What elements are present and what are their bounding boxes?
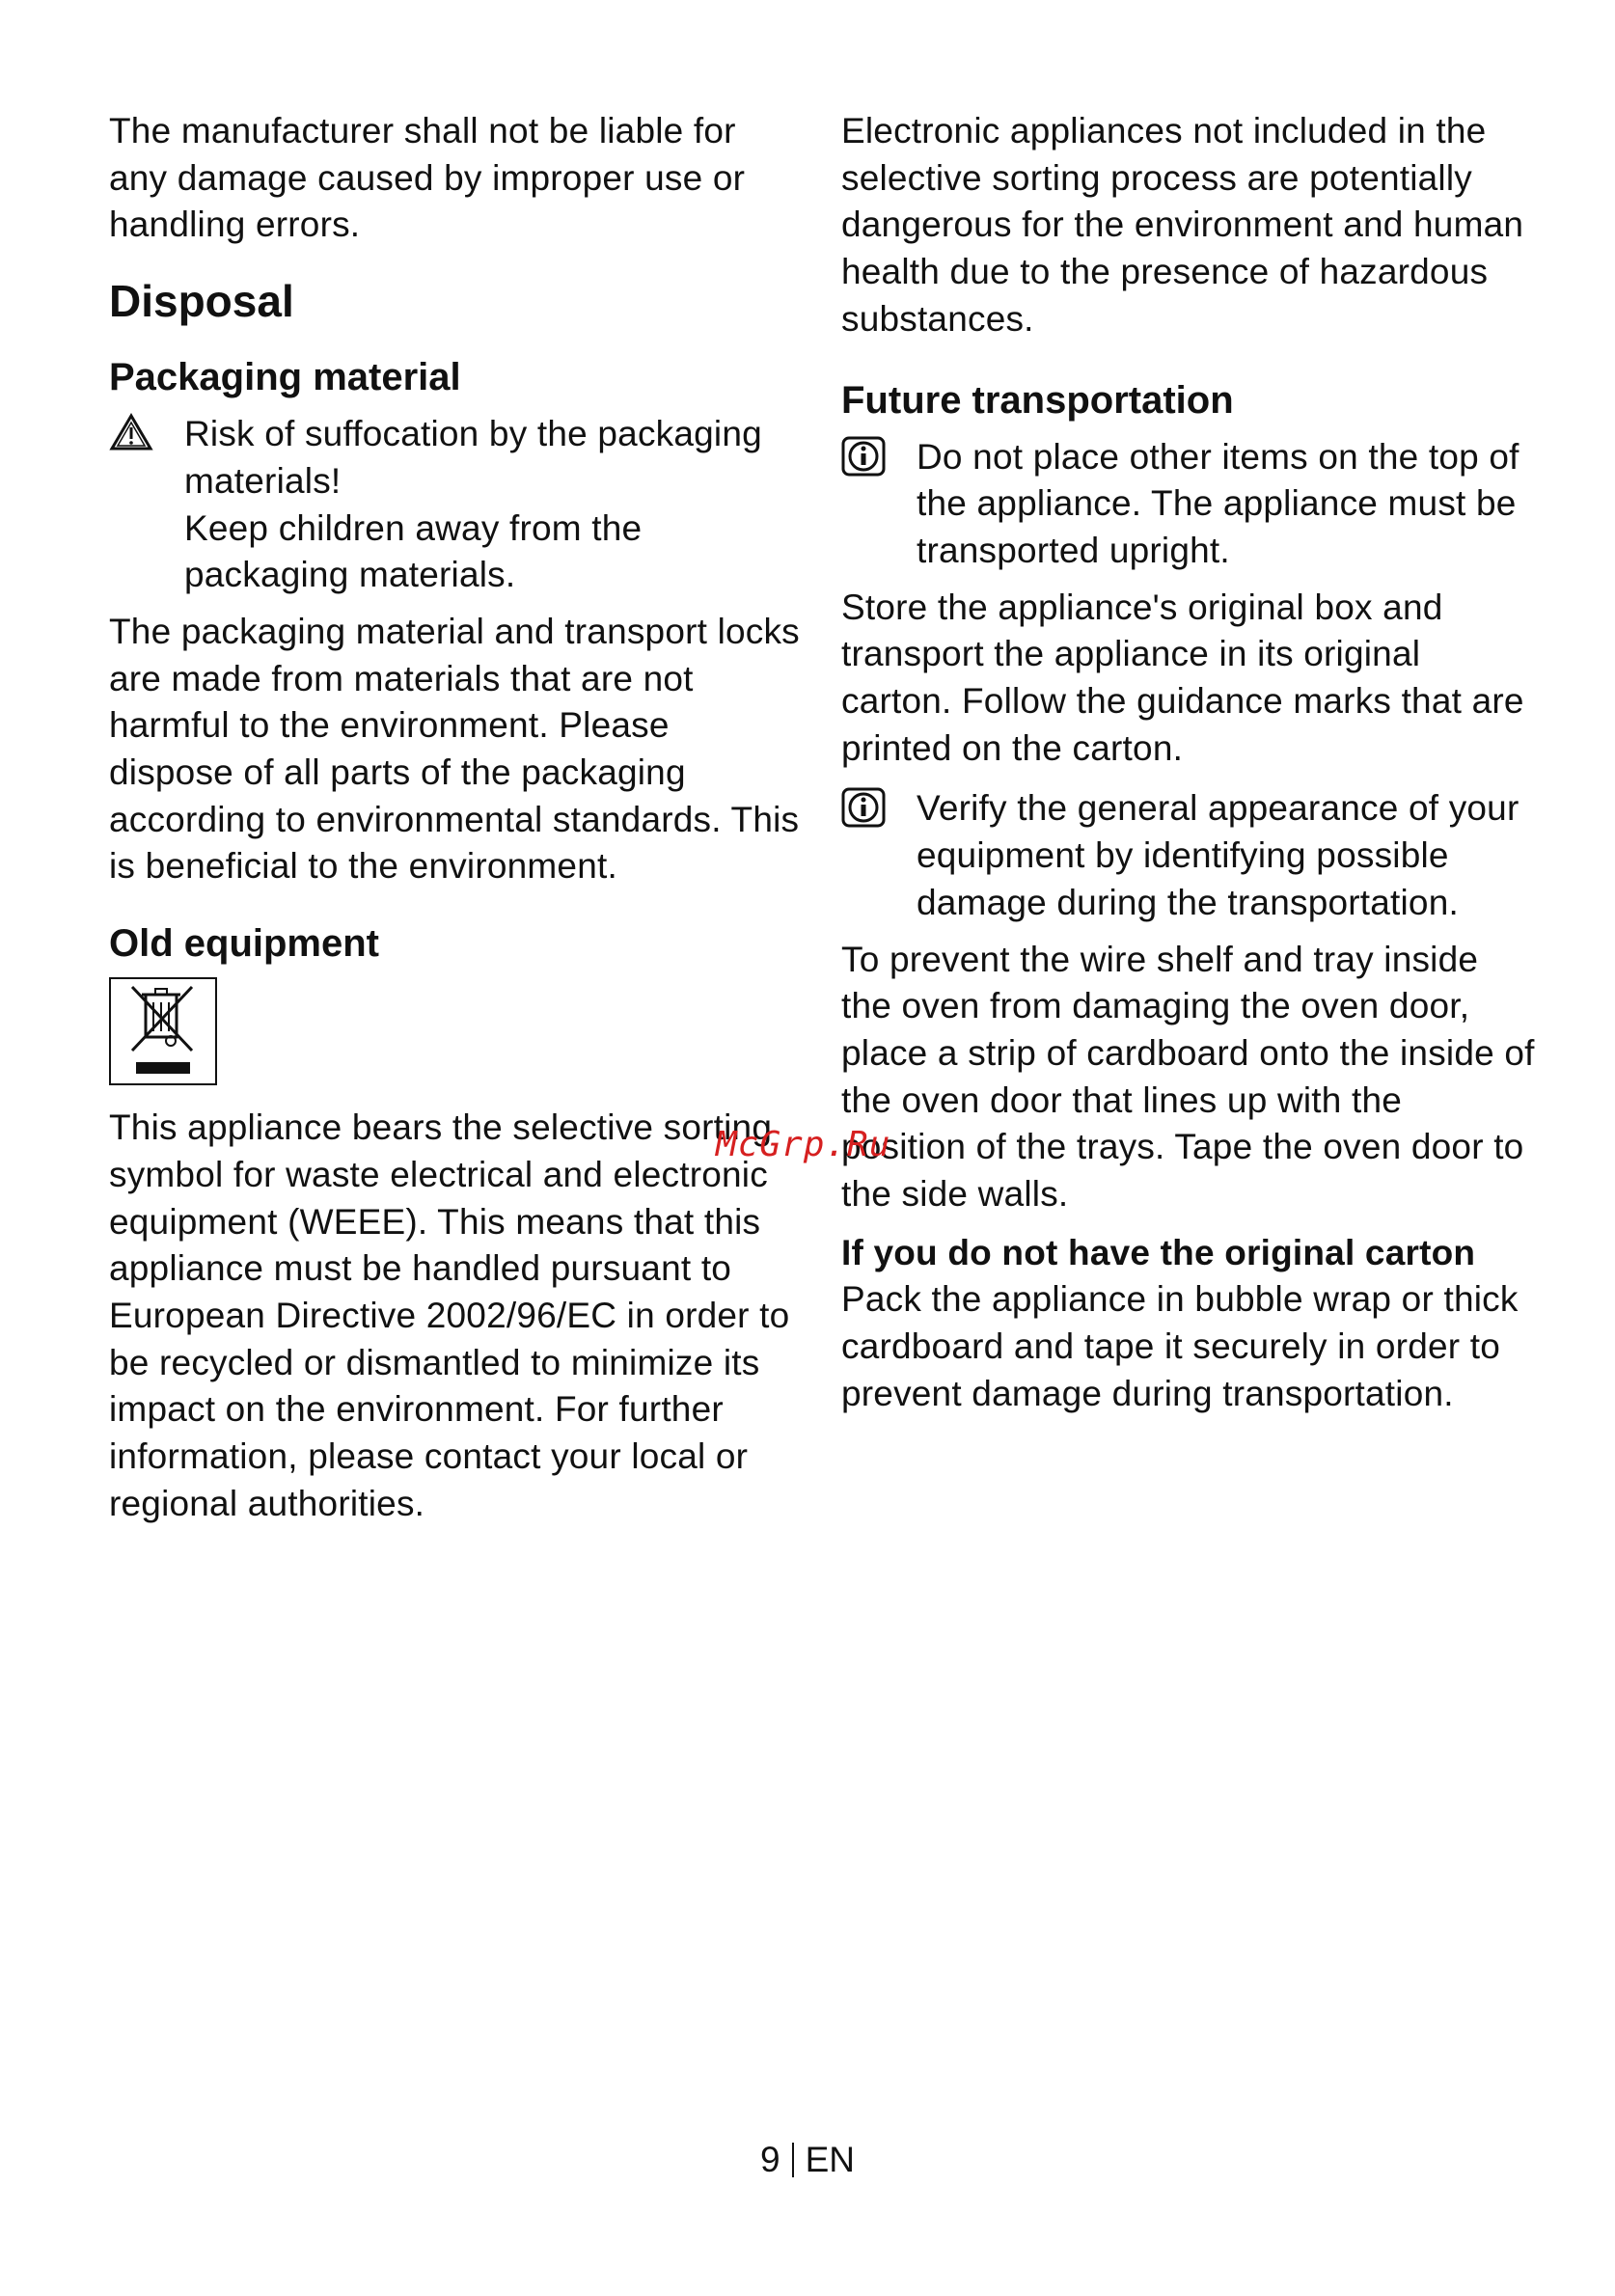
left-column — [109, 108, 804, 1527]
info-note-items — [841, 434, 1536, 575]
watermark-text: McGrp.Ru — [716, 1125, 891, 1164]
info-icon — [841, 434, 917, 477]
disposal-heading: Disposal — [109, 276, 294, 327]
info-icon — [841, 785, 917, 828]
warning-line-2: Keep children away from the packaging materials. — [184, 507, 643, 595]
no-carton-heading: If you do not have the original carton — [841, 1232, 1476, 1272]
packaging-paragraph: The packaging material and transport locks are made from materials that are not harmful to the environment. Please dispose of all parts of the packaging according to environmental standards. This is beneficial to the environment. — [109, 611, 800, 887]
footer-separator — [792, 2143, 794, 2177]
old-equipment-heading: Old equipment — [109, 922, 379, 966]
packaging-heading: Packaging material — [109, 356, 461, 399]
page-number: 9 — [760, 2140, 780, 2179]
info-note-verify — [841, 785, 1536, 926]
future-transportation-heading: Future transportation — [841, 378, 1234, 422]
prevent-damage-paragraph: To prevent the wire shelf and tray inside the oven from damaging the oven door, place a strip of cardboard onto the inside of the oven door that lines up with the position of the trays. Tape the oven door to the side walls. — [841, 939, 1535, 1215]
liability-paragraph: The manufacturer shall not be liable for any damage caused by improper use or handling errors. — [109, 111, 746, 245]
language-code: EN — [805, 2140, 855, 2179]
info-note-verify-text: Verify the general appearance of your equipment by identifying possible damage during the transportation. — [917, 788, 1519, 922]
right-column — [841, 108, 1536, 1418]
warning-line-1: Risk of suffocation by the packaging materials! — [184, 414, 762, 501]
hazard-paragraph: Electronic appliances not included in the selective sorting process are potentially dangerous for the environment and human health due to the presence of hazardous substances. — [841, 111, 1524, 339]
page-footer — [0, 2140, 1615, 2180]
info-note-items-text: Do not place other items on the top of the appliance. The appliance must be transported upright. — [917, 436, 1519, 570]
suffocation-warning — [109, 411, 804, 599]
store-box-paragraph: Store the appliance's original box and transport the appliance in its original carton. Follow the guidance marks that are printed on the carton. — [841, 587, 1524, 768]
warning-triangle-icon — [109, 411, 184, 451]
weee-paragraph: This appliance bears the selective sorting symbol for waste electrical and electronic equipment (WEEE). This means that this appliance must be handled pursuant to European Directive 2002/96/EC in order to be recycled or dismantled to minimize its impact on the environment. For further information, please contact your local or regional authorities. — [109, 1107, 790, 1523]
pack-paragraph: Pack the appliance in bubble wrap or thick cardboard and tape it securely in order to prevent damage during transportation. — [841, 1279, 1519, 1413]
weee-bin-icon — [109, 977, 217, 1085]
